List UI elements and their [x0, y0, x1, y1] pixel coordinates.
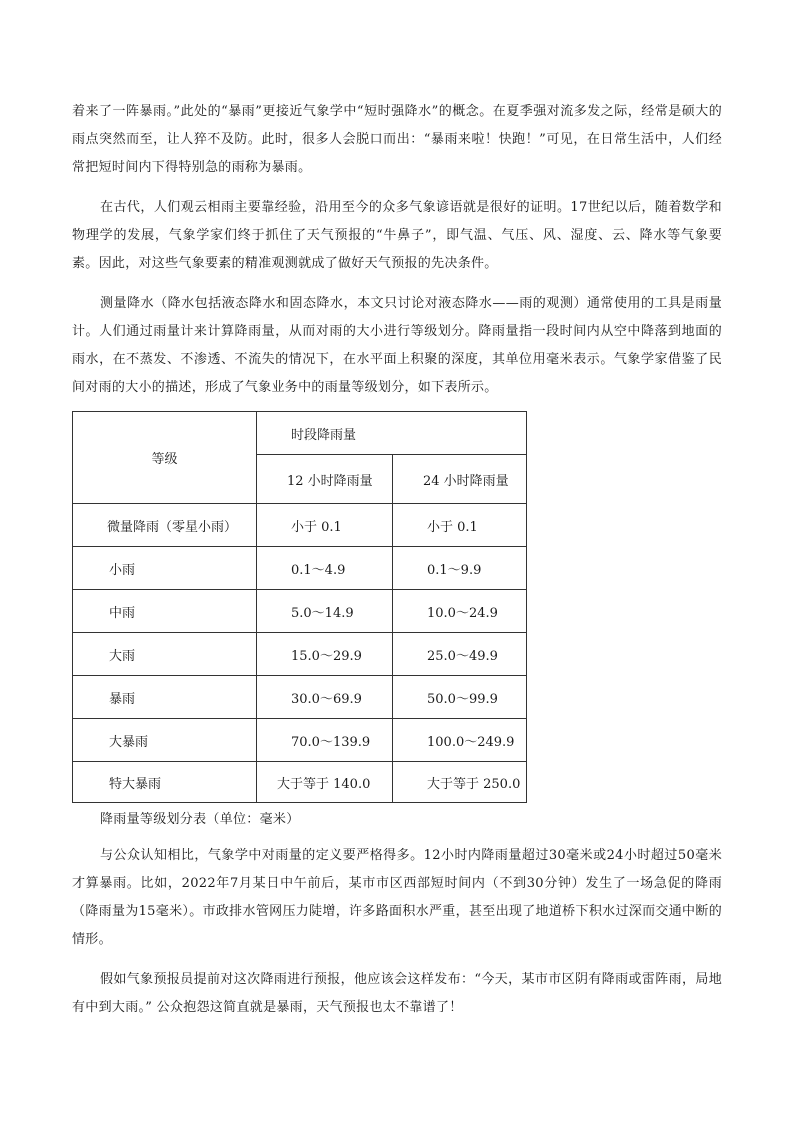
table-cell-24h: 25.0～49.9 — [393, 633, 527, 676]
table-row — [73, 547, 527, 590]
table-row — [73, 676, 527, 719]
paragraph-2: 在古代，人们观云相雨主要靠经验，沿用至今的众多气象谚语就是很好的证明。17世纪以后，随着数学和物理学的发展，气象学家们终于抓住了天气预报的“牛鼻子”，即气温、气压、风、湿度、云、降水等气象要素。因此，对这些气象要素的精准观测就成了做好天气预报的先决条件。 — [72, 200, 722, 271]
table-cell-24h: 小于 0.1 — [393, 504, 527, 547]
table-cell-level: 特大暴雨 — [73, 762, 257, 803]
table-cell-12h: 5.0～14.9 — [257, 590, 393, 633]
table-row — [73, 633, 527, 676]
table-cell-level: 微量降雨（零星小雨） — [73, 504, 257, 547]
table-row — [73, 504, 527, 547]
table-cell-24h: 大于等于 250.0 — [393, 762, 527, 803]
table-header-24h: 24 小时降雨量 — [393, 455, 527, 504]
table-cell-12h: 15.0～29.9 — [257, 633, 393, 676]
table-header-period: 时段降雨量 — [257, 412, 527, 455]
table-cell-24h: 50.0～99.9 — [393, 676, 527, 719]
table-cell-24h: 0.1～9.9 — [393, 547, 527, 590]
table-cell-12h: 70.0～139.9 — [257, 719, 393, 762]
rainfall-level-table — [72, 411, 527, 803]
paragraph-5: 假如气象预报员提前对这次降雨进行预报，他应该会这样发布：“今天，某市市区阴有降雨或雷阵雨，局地有中到大雨。” 公众抱怨这简直就是暴雨，天气预报也太不靠谱了！ — [72, 972, 722, 1015]
paragraph-1: 着来了一阵暴雨。”此处的“暴雨”更接近气象学中“短时强降水”的概念。在夏季强对流多发之际，经常是硕大的雨点突然而至，让人猝不及防。此时，很多人会脱口而出：“暴雨来啦！快跑！”可见，在日常生活中，人们经常把短时间内下得特别急的雨称为暴雨。 — [72, 104, 722, 175]
table-header-level: 等级 — [73, 412, 257, 504]
table-cell-24h: 100.0～249.9 — [393, 719, 527, 762]
paragraph-4: 与公众认知相比，气象学中对雨量的定义要严格得多。12小时内降雨量超过30毫米或24小时超过50毫米才算暴雨。比如，2022年7月某日中午前后，某市市区西部短时间内（不到30分钟）发生了一场急促的降雨（降雨量为15毫米）。市政排水管网压力陡增，许多路面积水严重，甚至出现了地道桥下积水过深而交通中断的情形。 — [72, 848, 722, 947]
table-cell-12h: 0.1～4.9 — [257, 547, 393, 590]
table-cell-12h: 小于 0.1 — [257, 504, 393, 547]
table-cell-24h: 10.0～24.9 — [393, 590, 527, 633]
table-cell-level: 大暴雨 — [73, 719, 257, 762]
table-cell-level: 大雨 — [73, 633, 257, 676]
paragraph-3: 测量降水（降水包括液态降水和固态降水，本文只讨论对液态降水——雨的观测）通常使用的工具是雨量计。人们通过雨量计来计算降雨量，从而对雨的大小进行等级划分。降雨量指一段时间内从空中降落到地面的雨水，在不蒸发、不渗透、不流失的情况下，在水平面上积聚的深度，其单位用毫米表示。气象学家借鉴了民间对雨的大小的描述，形成了气象业务中的雨量等级划分，如下表所示。 — [72, 296, 722, 395]
table-header-12h: 12 小时降雨量 — [257, 455, 393, 504]
table-caption: 降雨量等级划分表（单位：毫米） — [100, 812, 300, 827]
table-cell-level: 小雨 — [73, 547, 257, 590]
table-row — [73, 590, 527, 633]
table-cell-level: 中雨 — [73, 590, 257, 633]
table-cell-12h: 大于等于 140.0 — [257, 762, 393, 803]
table-row — [73, 762, 527, 803]
table-row — [73, 719, 527, 762]
table-cell-level: 暴雨 — [73, 676, 257, 719]
table-cell-12h: 30.0～69.9 — [257, 676, 393, 719]
